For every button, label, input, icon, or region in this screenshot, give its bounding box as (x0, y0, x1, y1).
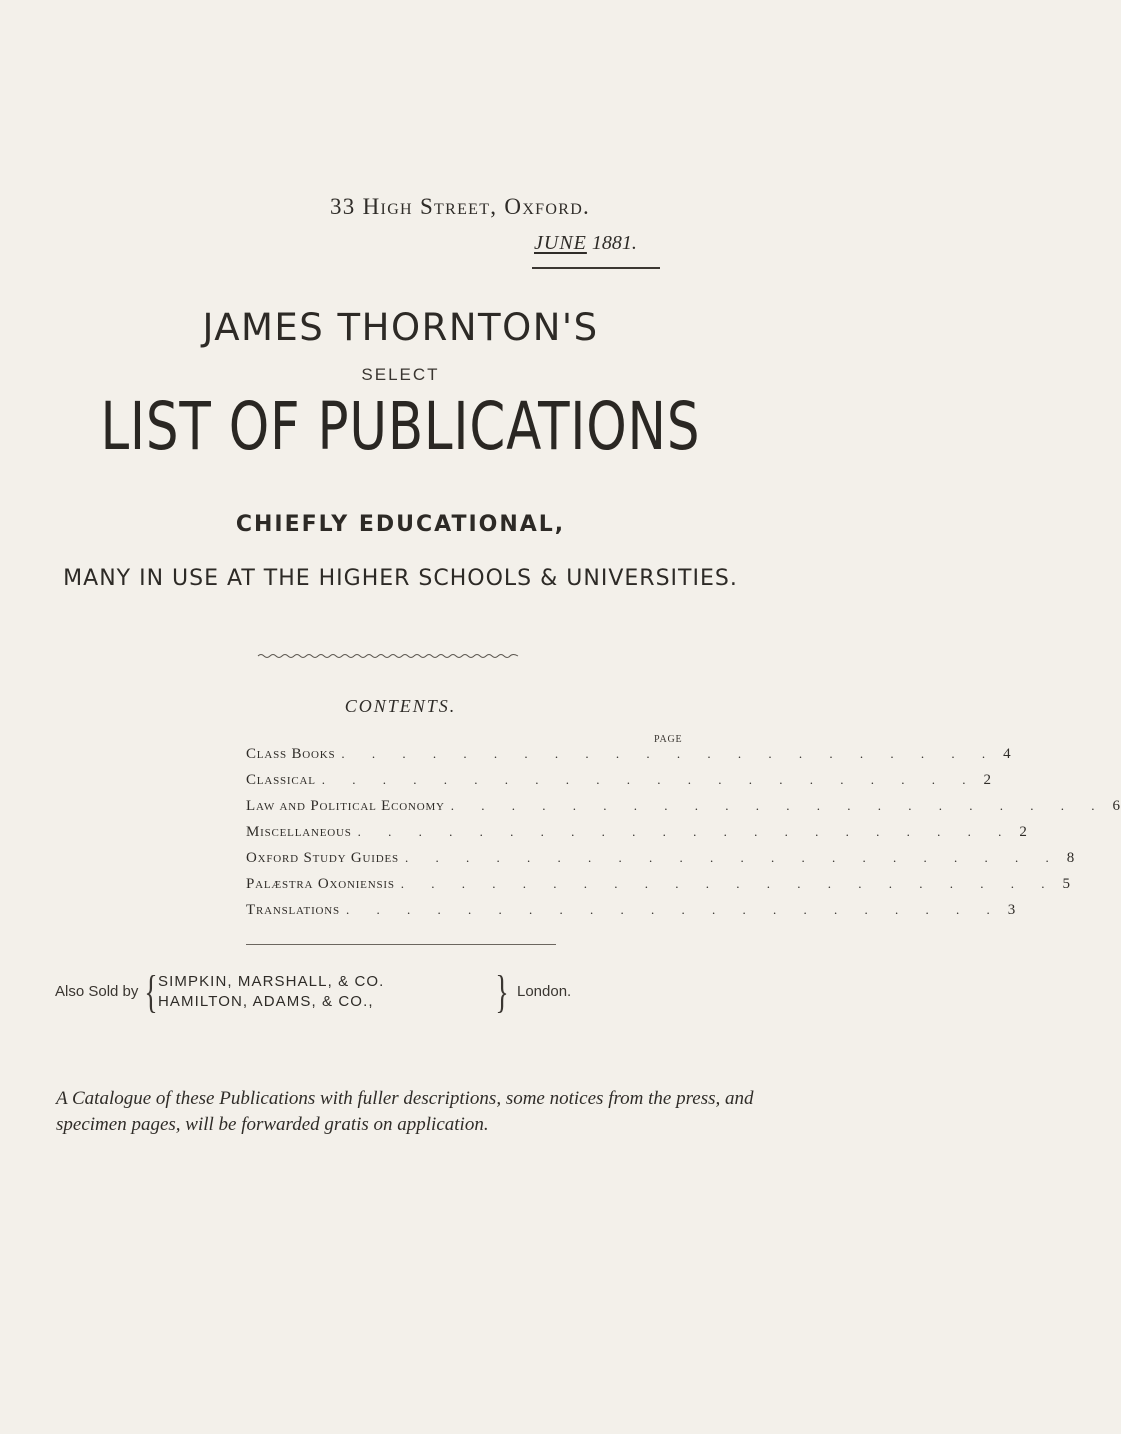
contents-item-page: 2 (983, 772, 992, 788)
contents-item-page: 2 (1019, 824, 1028, 840)
publisher-address: 33 High Street, Oxford. (330, 194, 591, 219)
right-brace-icon: } (495, 966, 509, 1017)
publisher-name: JAMES THORNTON'S (202, 306, 599, 349)
wavy-divider (258, 650, 518, 662)
leader-dots: . . . . . . . . . . . . . . . . . . . . . . (321, 772, 978, 787)
contents-item-label: Law and Political Economy (246, 798, 445, 814)
contents-item (246, 746, 1012, 772)
contents-heading: CONTENTS. (344, 696, 457, 716)
contents-item-label: Palæstra Oxoniensis (246, 876, 395, 892)
contents-item-page: 4 (1003, 746, 1012, 762)
leader-dots: . . . . . . . . . . . . . . . . . . . . . . (400, 876, 1057, 891)
agent-city: London. (517, 983, 572, 1000)
contents-item (246, 772, 992, 798)
catalogue-note: A Catalogue of these Publications with fuller descriptions, some notices from the press, and specimen pages, will be forwarded gratis on application. (56, 1088, 754, 1135)
issue-date (534, 232, 637, 255)
page-column-label: PAGE (654, 734, 683, 745)
date-underline-rule (532, 267, 660, 269)
tagline: MANY IN USE AT THE HIGHER SCHOOLS & UNIVERSITIES. (63, 566, 738, 591)
contents-item-label: Class Books (246, 746, 336, 762)
leader-dots: . . . . . . . . . . . . . . . . . . . . . . (345, 902, 1002, 917)
subtitle: CHIEFLY EDUCATIONAL, (235, 512, 566, 537)
sold-by-prefix: Also Sold by (55, 983, 139, 1000)
contents-item-label: Translations (246, 902, 340, 918)
section-divider (246, 944, 556, 945)
contents-item-label: Oxford Study Guides (246, 850, 399, 866)
left-brace-icon: { (144, 966, 158, 1017)
main-title: LIST OF PUBLICATIONS (100, 388, 701, 465)
contents-item-page: 6 (1112, 798, 1121, 814)
contents-item (246, 902, 1016, 928)
issue-month: JUNE (534, 232, 587, 254)
agent-name: HAMILTON, ADAMS, & CO., (158, 993, 374, 1010)
contents-item (246, 824, 1028, 850)
leader-dots: . . . . . . . . . . . . . . . . . . . . . . (341, 746, 998, 761)
contents-item (246, 876, 1071, 902)
contents-item (246, 798, 1121, 824)
leader-dots: . . . . . . . . . . . . . . . . . . . . . . (450, 798, 1107, 813)
contents-item-page: 3 (1007, 902, 1016, 918)
issue-year: 1881. (591, 232, 637, 254)
contents-list (246, 746, 1121, 928)
select-label: SELECT (361, 365, 440, 384)
sold-by-block (55, 966, 755, 1018)
contents-item-page: 8 (1066, 850, 1075, 866)
agents-list (158, 972, 384, 1012)
contents-item-page: 5 (1062, 876, 1071, 892)
agent-name: SIMPKIN, MARSHALL, & CO. (158, 973, 385, 990)
contents-item-label: Miscellaneous (246, 824, 352, 840)
leader-dots: . . . . . . . . . . . . . . . . . . . . . . (404, 850, 1061, 865)
contents-item (246, 850, 1075, 876)
contents-item-label: Classical (246, 772, 316, 788)
leader-dots: . . . . . . . . . . . . . . . . . . . . . . (357, 824, 1014, 839)
